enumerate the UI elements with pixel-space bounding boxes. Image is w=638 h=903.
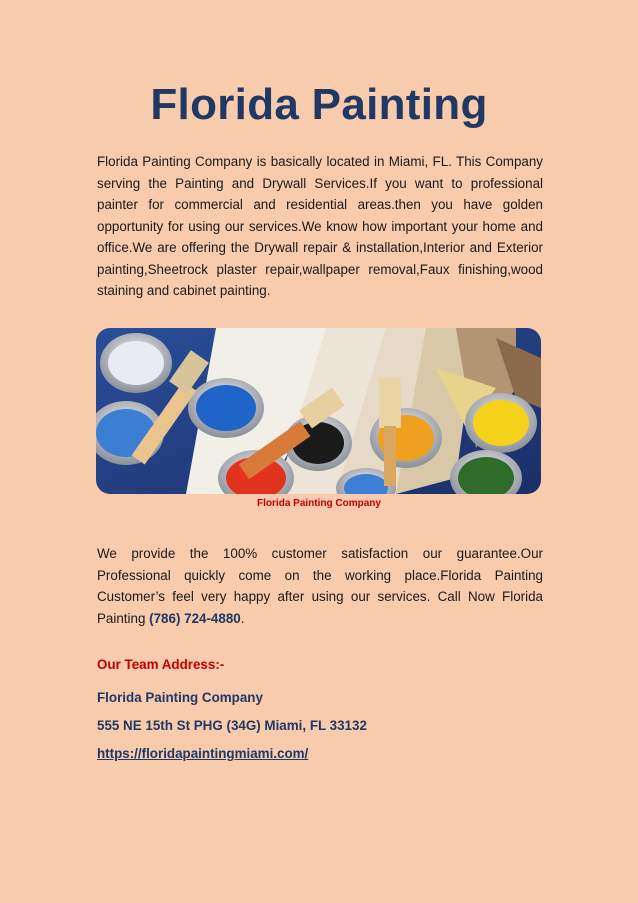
guarantee-text: We provide the 100% customer satisfaction our guarantee.Our Professional quickly come on the working place.Florida Painting Customer’s feel very happy after using our services. Call Now Florida Painting [97, 546, 543, 626]
address-company: Florida Painting Company [97, 690, 263, 705]
image-caption: Florida Painting Company [257, 498, 381, 509]
intro-paragraph: Florida Painting Company is basically located in Miami, FL. This Company serving the Painting and Drywall Services.If you want to professional painter for commercial and residential areas.then you have golden opportunity for using our services.We know how important your home and office.We are offering the Drywall repair & installation,Interior and Exterior painting,Sheetrock plaster repair,wallpaper removal,Faux finishing,wood staining and cabinet painting. [97, 154, 543, 298]
website-link[interactable]: https://floridapaintingmiami.com/ [97, 746, 309, 761]
guarantee-paragraph [97, 543, 543, 629]
address-street: 555 NE 15th St PHG (34G) Miami, FL 33132 [97, 718, 367, 733]
paint-cans-image [96, 328, 541, 494]
address-heading: Our Team Address:- [97, 657, 225, 672]
period: . [240, 610, 245, 626]
phone-number[interactable]: (786) 724-4880 [149, 610, 241, 626]
page-title: Florida Painting [150, 80, 488, 129]
